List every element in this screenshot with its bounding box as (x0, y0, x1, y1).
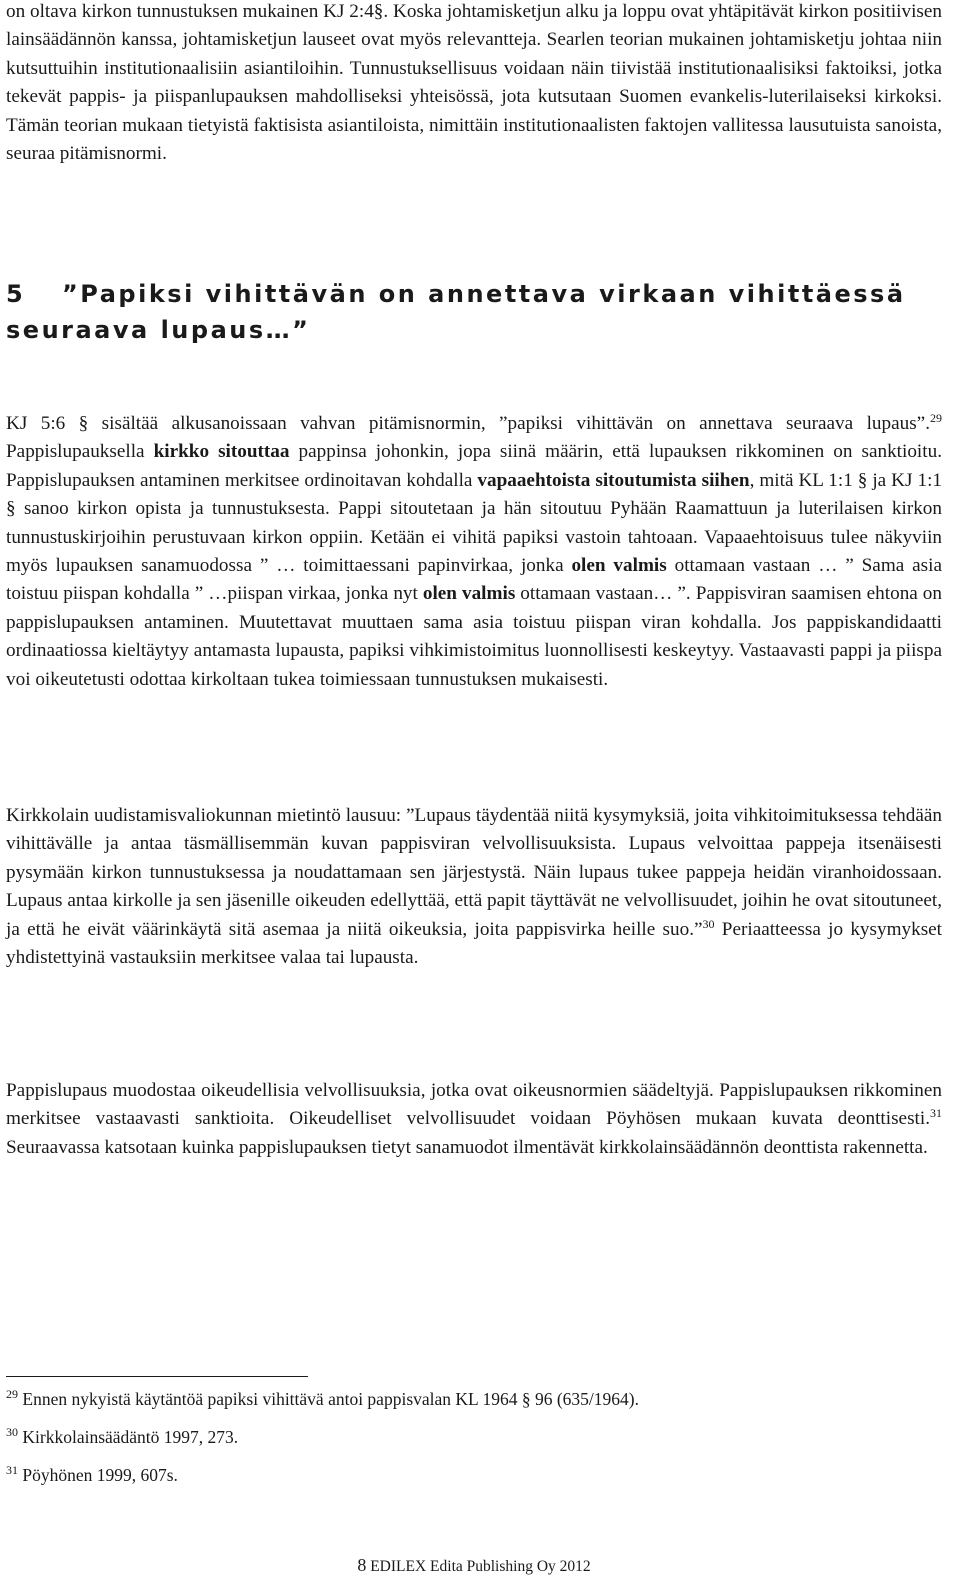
paragraph-1 (6, 0, 942, 168)
p2-text-1: KJ 5:6 § sisältää alkusanoissaan vahvan pitämisnormin, ”papiksi vihittävän on annettava seuraava lupaus”. (6, 413, 930, 434)
p4-text-1: Pappislupaus muodostaa oikeudellisia velvollisuuksia, jotka ovat oikeusnormien säädeltyjä. Pappislupauksen rikkominen merkitsee vastaavasti sanktioita. Oikeudelliset velvollisuudet voidaan Pöyhösen mukaan kuvata deonttisesti. (6, 1080, 942, 1130)
footnote-ref-31[interactable]: 31 (930, 1106, 942, 1121)
p2-bold-2: vapaaehtoista sitoutumista siihen (477, 469, 750, 491)
p2-text-4: , mitä KL 1:1 § ja KJ 1:1 § sanoo kirkon opista ja tunnustuksesta. Pappi sitoutetaan ja hän sitoutuu Pyhään Raamattuun ja luterilaisen kirkon tunnustuskirjoihin perustuvaan kirkon oppiin. Ketään ei vihitä papiksi vastoin tahtoaan. Vapaaehtoisuus tulee näkyviin myös lupauksen sanamuodossa ” … toimittaessani papinvirkaa, jonka (6, 469, 942, 577)
document-page (6, 0, 942, 1593)
footnote-number: 31 (6, 1463, 18, 1477)
p2-text-6: ottamaan vastaan… ”. Pappisviran saamisen ehtona on pappislupauksen antaminen. Muutettavat muuttaen sama asia toistuu piispan viran kohdalla. Jos pappiskandidaatti ordinaatiossa kieltäytyy antamasta lupausta, papiksi vihkimistoimitus luonnollisesti keskeytyy. Vastaavasti pappi ja piispa voi oikeutetusti odottaa kirkoltaan tukea toimiessaan tunnustuksen mukaisesti. (6, 583, 942, 690)
paragraph-3 (6, 802, 942, 972)
paragraph-2 (6, 410, 942, 694)
paragraph-1-text: on oltava kirkon tunnustuksen mukainen KJ 2:4§. Koska johtamisketjun alku ja loppu ovat yhtäpitävät kirkon positiivisen lainsäädännön kanssa, johtamisketjun lauseet ovat myös relevantteja. Searlen teorian mukainen johtamisketju johtaa niin kutsuttuihin institutionaalisiin asiantiloihin. Tunnustuksellisuus voidaan näin tiivistää institutionaalisiksi faktoiksi, jotka tekevät pappis- ja piispanlupauksen mahdolliseksi yhteisössä, jota kutsutaan Suomen evankelis-luterilaiseksi kirkoksi. Tämän teorian mukaan tietyistä faktisista asiantiloista, nimittäin institutionaalisten faktojen vallitessa lausutuista sanoista, seuraa pitämisnormi. (6, 1, 942, 165)
footnote-29 (6, 1388, 942, 1410)
p2-bold-1: kirkko sitouttaa (153, 441, 290, 463)
footnote-separator (6, 1376, 308, 1377)
section-title: ”Papiksi vihittävän on annettava virkaan vihittäessä seuraava lupaus…” (6, 280, 906, 344)
publisher-credit: EDILEX Edita Publishing Oy 2012 (370, 1558, 591, 1575)
section-number: 5 (6, 280, 26, 308)
footnote-number: 29 (6, 1387, 18, 1401)
footnote-text: Ennen nykyistä käytäntöä papiksi vihittävä antoi pappisvalan KL 1964 § 96 (635/1964). (22, 1389, 639, 1409)
footnote-31 (6, 1464, 942, 1486)
footnote-ref-29[interactable]: 29 (930, 411, 942, 425)
p2-bold-3: olen valmis (571, 555, 667, 577)
footnote-number: 30 (6, 1425, 18, 1439)
p4-text-2: Seuraavassa katsotaan kuinka pappislupauksen tietyt sanamuodot ilmentävät kirkkolainsäädännön deonttista rakennetta. (6, 1136, 928, 1158)
p2-bold-4: olen valmis (422, 583, 516, 605)
footnote-30 (6, 1426, 942, 1448)
p3-text-1: Kirkkolain uudistamisvaliokunnan mietintö lausuu: ”Lupaus täydentää niitä kysymyksiä, joita vihkitoimituksessa tehdään vihittävälle ja antaa täsmällisemmän kuvan pappisviran velvollisuuksista. Lupaus velvoittaa pappeja itsenäisesti pysymään kirkon tunnustuksessa ja noudattamaan sen järjestystä. Näin lupaus tukee pappeja heidän viranhoidossaan. Lupaus antaa kirkolle ja sen jäsenille oikeuden edellyttää, että papit täyttävät ne velvollisuudet, joihin he ovat sitoutuneet, ja että he eivät väärinkäytä sitä asemaa ja niitä oikeuksia, joita pappisvirka heille suo.” (6, 805, 942, 940)
page-footer (6, 1555, 942, 1576)
footnotes (6, 1388, 942, 1502)
footnote-text: Kirkkolainsäädäntö 1997, 273. (22, 1427, 239, 1447)
p2-text-3: pappinsa johonkin, jopa siinä määrin, että lupauksen rikkominen on sanktioitu. Pappislupauksen antaminen merkitsee ordinoitavan kohdalla (6, 441, 942, 491)
footnote-ref-30[interactable]: 30 (702, 916, 715, 931)
paragraph-4 (6, 1077, 942, 1162)
p2-text-5: ottamaan vastaan … ” Sama asia toistuu piispan kohdalla ” …piispan virkaa, jonka nyt (6, 555, 942, 605)
page-number: 8 (357, 1555, 367, 1575)
section-heading (6, 276, 942, 348)
p3-text-2: Periaatteessa jo kysymykset yhdistettyinä vastauksiin merkitsee valaa tai lupausta. (6, 918, 943, 969)
footnote-text: Pöyhönen 1999, 607s. (22, 1465, 178, 1485)
p2-text-2: Pappislupauksella (6, 441, 154, 463)
